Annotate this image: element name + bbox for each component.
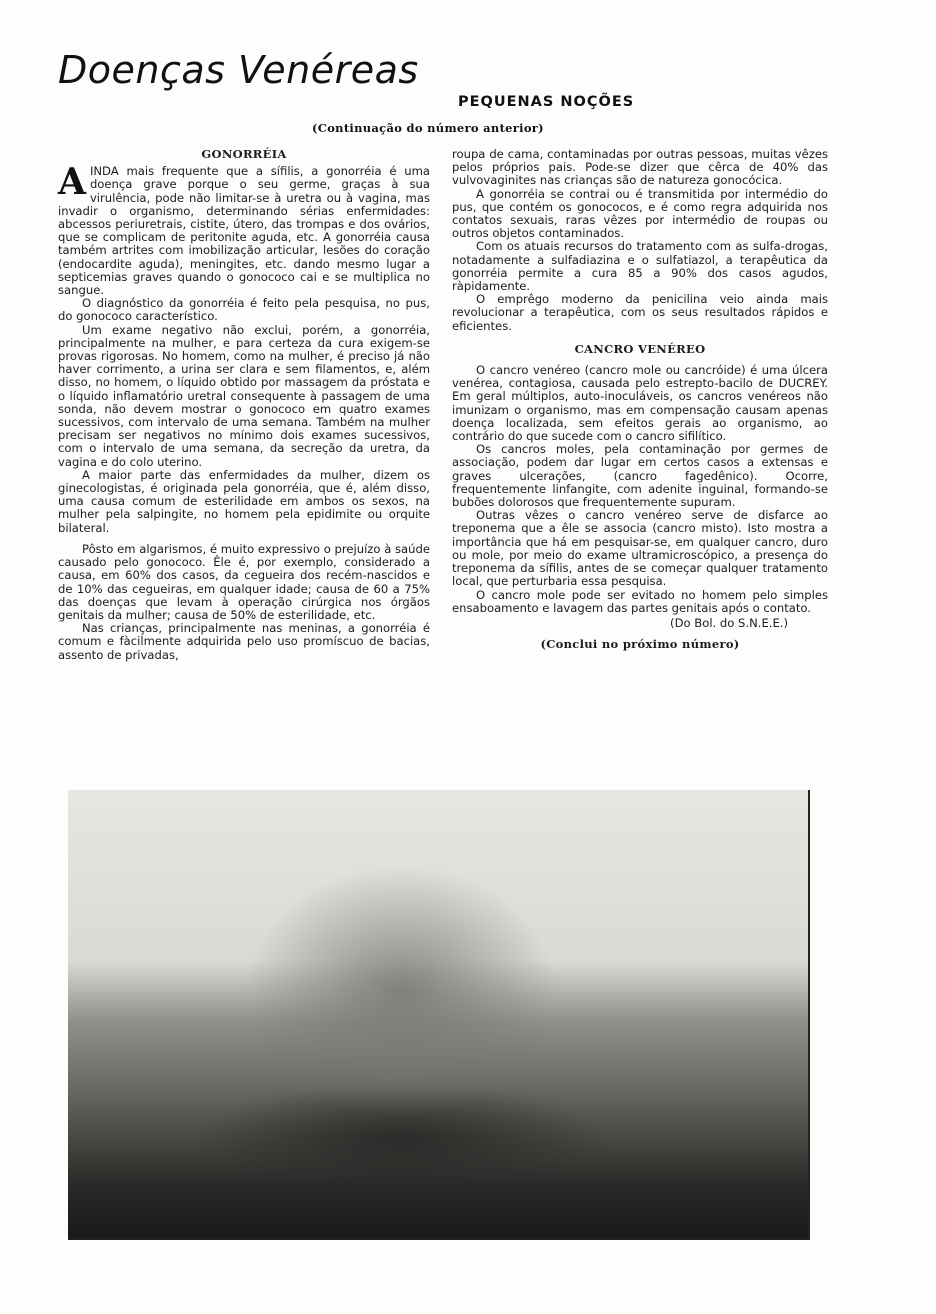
paragraph: Pôsto em algarismos, é muito expressivo o prejuízo à saúde causado pelo gonococo. Êle é, por exemplo, considerado a causa, em 60% dos casos, da cegueira dos recém-nascidos e de 10% das cegueiras, em qualquer idade; causa de 60 a 75% das doenças que levam à operação cirúrgica nos órgãos genitais da mulher; causa de 50% de esterilidade, etc. [58, 541, 430, 622]
left-column [58, 148, 430, 662]
paragraph: A gonorréia se contrai ou é transmitida por intermédio do pus, que contém os gonococos, e é como regra adquirida nos contatos sexuais, raras vêzes por intermédio de roupas ou outros objetos contaminados. [452, 186, 828, 241]
article-subtitle: PEQUENAS NOÇÕES [458, 94, 635, 110]
section-heading-gonorreia: GONORRÉIA [201, 147, 287, 161]
right-column [452, 148, 828, 651]
continuation-note: (Continuação do número anterior) [312, 121, 544, 135]
paragraph: O emprêgo moderno da penicilina veio ainda mais revolucionar a terapêutica, com os seus resultados rápidos e eficientes. [452, 292, 828, 333]
group-photograph [68, 790, 810, 1240]
paragraph-text: INDA mais frequente que a sífilis, a gonorréia é uma doença grave porque o seu germe, graças à sua virulência, pode não limitar-se à uretra ou à vagina, mas invadir o organismo, determinando sérias enfermidades: abcessos periuretrais, cistite, útero, das trompas e dos ovários, que se complicam de peritonite aguda, etc. A gonorréia causa também artrites com imobilização articular, lesões do coração (endocardite aguda), meningites, etc. dando mesmo lugar a septicemias graves quando o gonococo cai e se multiplica no sangue. [58, 164, 430, 298]
paragraph: Os cancros moles, pela contaminação por germes de associação, podem dar lugar em certos casos a extensas e graves ulcerações, (cancro fagedênico). Ocorre, frequentemente linfangite, com adenite inguinal, formando-se bubões dolorosos que frequentemente supuram. [452, 442, 828, 510]
paragraph: O cancro venéreo (cancro mole ou cancróide) é uma úlcera venérea, contagiosa, causada pelo estrepto-bacilo de DUCREY. Em geral múltiplos, auto-inoculáveis, os cancros venéreos não imunizam o organismo, mas em compensação causam apenas doença localizada, sem efeitos gerais ao organismo, ao contrário do que sucede com o cancro sifilítico. [452, 363, 828, 444]
paragraph: O cancro mole pode ser evitado no homem pelo simples ensaboamento e lavagem das partes genitais após o contato. [452, 587, 828, 615]
paragraph-continued: roupa de cama, contaminadas por outras pessoas, muitas vêzes pelos próprios pais. Pode-se dizer que cêrca de 40% das vulvovaginites nas crianças são de natureza gonocócica. [452, 147, 828, 188]
continued-next-issue-note: (Conclui no próximo número) [540, 637, 740, 652]
paragraph: Com os atuais recursos do tratamento com as sulfa-drogas, notadamente a sulfadiazina e o sulfatiazol, a terapêutica da gonorréia permite a cura 85 a 90% dos casos agudos, ràpidamente. [452, 239, 828, 294]
paragraph: Nas crianças, principalmente nas meninas, a gonorréia é comum e fàcilmente adquirida pelo uso promíscuo de bacias, assento de privadas, [58, 621, 430, 662]
paragraph [58, 161, 430, 298]
paragraph: O diagnóstico da gonorréia é feito pela pesquisa, no pus, do gonococo característico. [58, 296, 430, 324]
article-title: Doenças Venéreas [58, 48, 419, 92]
paragraph: A maior parte das enfermidades da mulher, dizem os ginecologistas, é originada pela gonorréia, que é, além disso, uma causa comum de esterilidade em ambos os sexos, na mulher pela salpingite, no homem pela epidimite ou orquite bilateral. [58, 467, 430, 535]
drop-cap: A [58, 161, 86, 204]
source-credit: (Do Bol. do S.N.E.E.) [670, 615, 788, 630]
section-heading-cancro: CANCRO VENÉREO [574, 341, 706, 356]
paragraph: Outras vêzes o cancro venéreo serve de disfarce ao treponema que a êle se associa (cancro misto). Isto mostra a importância que há em pesquisar-se, em qualquer cancro, duro ou mole, por meio do exame ultramicroscópico, a presença do treponema da sífilis, antes de se começar qualquer tratamento local, que perturbaria essa pesquisa. [452, 508, 828, 589]
paragraph: Um exame negativo não exclui, porém, a gonorréia, principalmente na mulher, e para certeza da cura exigem-se provas rigorosas. No homem, como na mulher, é preciso já não haver corrimento, a urina ser clara e sem filamentos, e, além disso, no homem, o líquido obtido por massagem da próstata e o líquido inflamatório uretral consequente à passagem de uma sonda, não devem mostrar o gonococo em quatro exames sucessivos, com intervalo de uma semana. Também na mulher precisam ser negativos no mínimo dois exames sucessivos, com o intervalo de uma semana, da secreção da uretra, da vagina e do colo uterino. [58, 322, 430, 469]
